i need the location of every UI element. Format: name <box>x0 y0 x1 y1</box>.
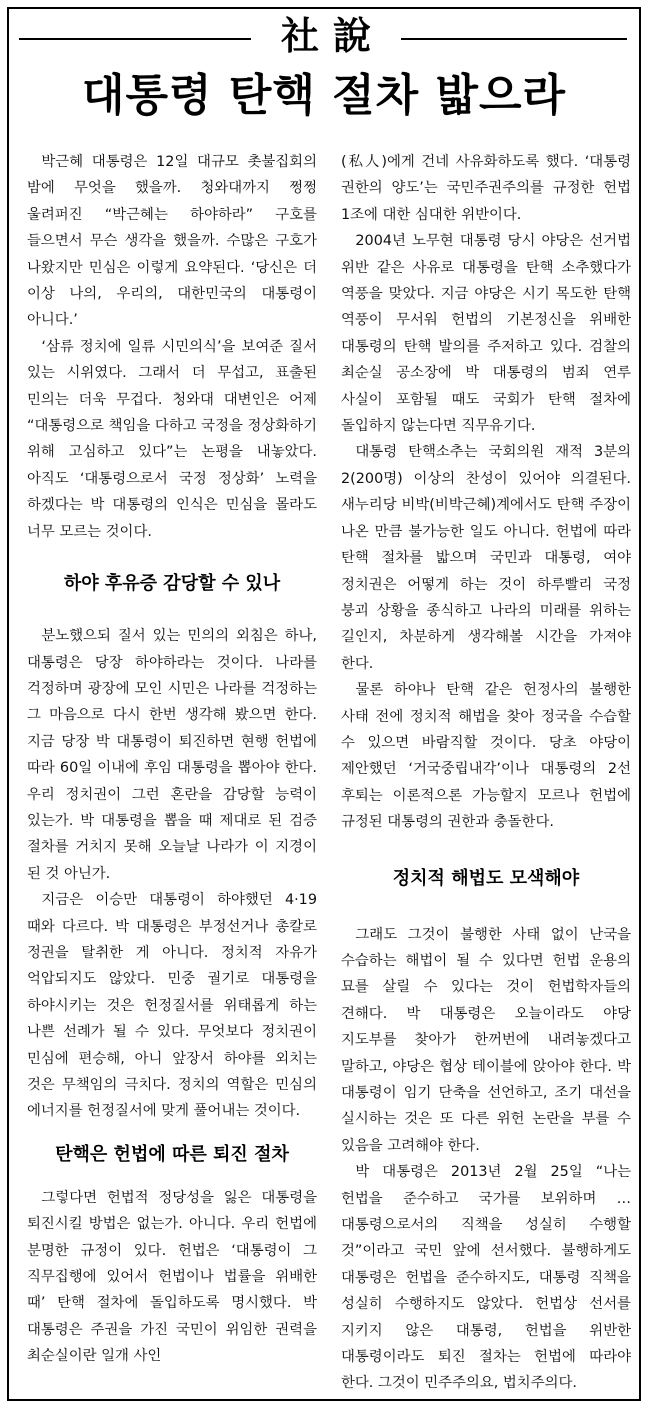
right-column <box>341 149 631 1397</box>
paragraph: 대통령 탄핵소추는 국회의원 재적 3분의 2(200명) 이상의 찬성이 있어야 의결된다. 새누리당 비박(비박근혜)계에서도 탄핵 주장이 나온 만큼 불가능한 일도 아니다. 헌법에 따라 탄핵 절차를 밟으며 국민과 대통령, 여야 정치권은 어떻게 하는 것이 하루빨리 국정 붕괴 상황을 종식하고 나라의 미래를 위하는 길인지, 차분하게 생각해볼 시간을 가져야 한다. <box>341 444 631 672</box>
paragraph: 박 대통령은 2013년 2월 25일 “나는 헌법을 준수하고 국가를 보위하며 … 대통령으로서의 직책을 성실히 수행할 것”이라고 국민 앞에 선서했다. 불행하게도 대통령은 헌법을 준수하지도, 대통령 직책을 성실히 수행하지도 않았다. 헌법상 선서를 지키지 않은 대통령, 헌법을 위반한 대통령이라도 퇴진 절차는 헌법에 따라야 한다. 그것이 민주주의요, 법치주의다. <box>341 1164 631 1392</box>
paragraph: (私人)에게 건네 사유화하도록 했다. ‘대통령 권한의 양도’는 국민주권주의를 규정한 헌법 1조에 대한 심대한 위반이다. <box>341 154 631 223</box>
left-column <box>27 149 317 1370</box>
subheading: 정치적 해법도 모색해야 <box>392 867 580 889</box>
masthead-rule-left <box>19 38 251 40</box>
paragraph: ‘삼류 정치에 일류 시민의식’을 보여준 질서 있는 시위였다. 그래서 더 무섭고, 표출된 민의는 더욱 무겁다. 청와대 대변인은 어제 “대통령으로 책임을 다하고 국정을 정상화하기 위해 고심하고 있다”는 논평을 내놓았다. 아직도 ‘대통령으로서 국정 정상화’ 노력을 하겠다는 박 대통령의 인식은 민심을 몰라도 너무 모르는 것이다. <box>27 338 317 540</box>
masthead-rule-right <box>401 38 627 40</box>
paragraph: 분노했으되 질서 있는 민의의 외침은 하나, 대통령은 당장 하야하라는 것이다. 나라를 걱정하며 광장에 모인 시민은 나라를 걱정하는 그 마음으로 다시 한번 생각해 봤으면 한다. 지금 당장 박 대통령이 퇴진하면 현행 헌법에 따라 60일 이내에 후임 대통령을 뽑아야 한다. 우리 정치권이 그런 혼란을 감당할 능력이 있는가. 박 대통령을 뽑을 때 제대로 된 검증 절차를 거치지 못해 오늘날 나라가 이 지경이 된 것 아닌가. <box>27 628 317 882</box>
paragraph: 지금은 이승만 대통령이 하야했던 4·19 때와 다르다. 박 대통령은 부정선거나 총칼로 정권을 탈취한 게 아니다. 정치적 자유가 억압되지도 않았다. 민중 궐기로 대통령을 하야시키는 것은 헌정질서를 위태롭게 하는 나쁜 선례가 될 수 있다. 무엇보다 정치권이 민심에 편승해, 아니 앞장서 하야를 외치는 것은 무책임의 극치다. 정치의 역할은 민심의 에너지를 헌정질서에 맞게 풀어내는 것이다. <box>27 892 317 1120</box>
subheading: 하야 후유증 감당할 수 있나 <box>63 573 281 595</box>
paragraph: 그렇다면 헌법적 정당성을 잃은 대통령을 퇴진시킬 방법은 없는가. 아니다. 우리 헌법에 분명한 규정이 있다. 헌법은 ‘대통령이 그 직무집행에 있어서 헌법이나 법률을 위배한 때’ 탄핵 절차에 돌입하도록 명시했다. 박 대통령은 주권을 가진 국민이 위임한 권력을 최순실이란 일개 사인 <box>27 1189 317 1365</box>
paragraph: 박근혜 대통령은 12일 대규모 촛불집회의 밤에 무엇을 했을까. 청와대까지 쩡쩡 울려퍼진 “박근혜는 하야하라” 구호를 들으면서 무슨 생각을 했을까. 수많은 구호가 나왔지만 민심은 이렇게 요약된다. ‘당신은 더 이상 나의, 우리의, 대한민국의 대통령이 아니다.’ <box>27 154 317 329</box>
editorial-frame <box>7 7 641 1401</box>
masthead <box>9 11 639 57</box>
subheading: 탄핵은 헌법에 따른 퇴진 절차 <box>55 1143 289 1165</box>
paragraph: 물론 하야나 탄핵 같은 헌정사의 불행한 사태 전에 정치적 해법을 찾아 정국을 수습할 수 있으면 바람직할 것이다. 당초 야당이 제안했던 ‘거국중립내각’이나 대통령의 2선 후퇴는 이론적으론 가능할지 모르나 헌법에 규정된 대통령의 권한과 충돌한다. <box>341 682 631 831</box>
paragraph: 2004년 노무현 대통령 당시 야당은 선거법 위반 같은 사유로 대통령을 탄핵 소추했다가 역풍을 맞았다. 지금 야당은 시기 목도한 탄핵 역풍이 무서워 헌법의 기본정신을 위배한 대통령의 탄핵 발의를 주저하고 있다. 검찰의 최순실 공소장에 박 대통령의 범죄 연루 사실이 포함될 때도 국회가 탄핵 절차에 돌입하지 않는다면 직무유기다. <box>341 233 631 435</box>
headline: 대통령 탄핵 절차 밟으라 <box>82 70 566 121</box>
masthead-label: 社說 <box>280 13 385 58</box>
paragraph: 그래도 그것이 불행한 사태 없이 난국을 수습하는 해법이 될 수 있다면 헌법 운용의 묘를 살릴 수 있다는 것이 헌법학자들의 견해다. 박 대통령은 오늘이라도 야당 지도부를 찾아가 한꺼번에 내려놓겠다고 말하고, 야당은 협상 테이블에 앉아야 한다. 박 대통령이 임기 단축을 선언하고, 조기 대선을 실시하는 것은 또 다른 위헌 논란을 부를 수 있음을 고려해야 한다. <box>341 926 631 1154</box>
